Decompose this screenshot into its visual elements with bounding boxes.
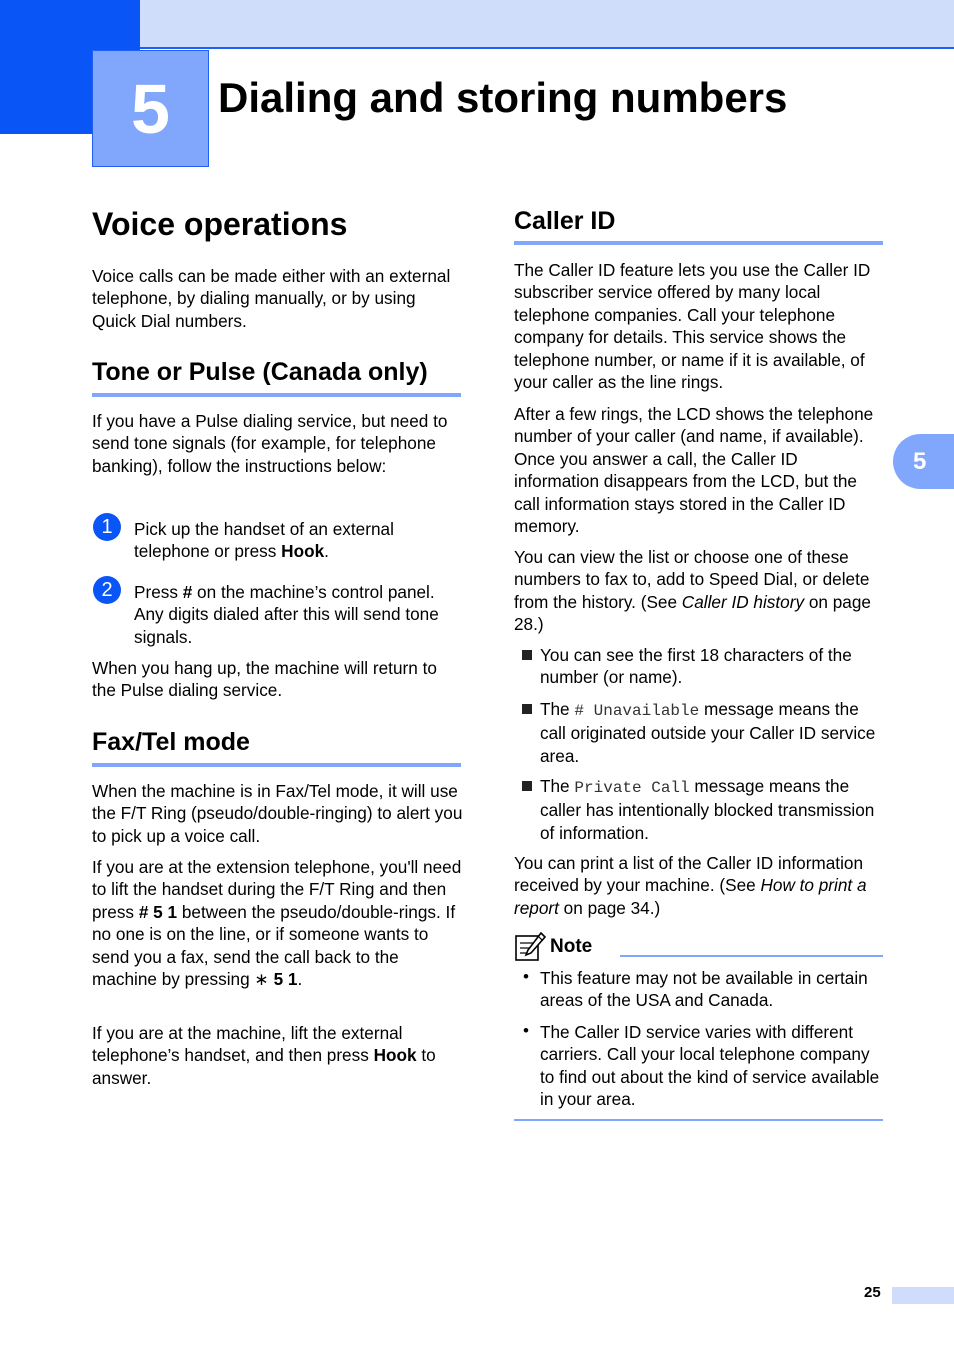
step-2-pre: Press bbox=[134, 582, 183, 602]
fax-tel-p2-keys2: 5 1 bbox=[268, 969, 298, 990]
note-header bbox=[514, 932, 592, 962]
step-1-number: 1 bbox=[101, 515, 113, 538]
chapter-number: 5 bbox=[131, 69, 170, 148]
caller-id-b2-pre: The bbox=[540, 699, 575, 719]
note-item-1: This feature may not be available in certain areas of the USA and Canada. bbox=[540, 968, 868, 1011]
caller-id-b2-post: message means the call originated outside your Caller ID service area. bbox=[540, 699, 876, 766]
header-band bbox=[0, 0, 954, 49]
note-bullet-icon: • bbox=[523, 967, 529, 986]
caller-id-p1: The Caller ID feature lets you use the Caller ID subscriber service offered by many local telephone companies. Call your telephone company for details. This service shows the telephone number, or name if it is available, of your caller as the line rings. bbox=[514, 260, 871, 393]
chapter-number-box bbox=[92, 50, 209, 167]
caller-id-p3-post: on page 28.) bbox=[514, 591, 871, 635]
bullet-square-icon bbox=[522, 650, 532, 660]
fax-tel-p3-post: to answer. bbox=[92, 1045, 436, 1088]
fax-tel-heading: Fax/Tel mode bbox=[92, 728, 250, 756]
chapter-side-tab bbox=[893, 434, 954, 489]
tone-pulse-intro: If you have a Pulse dialing service, but need to send tone signals (for example, for telephone banking), follow the instructions below: bbox=[92, 411, 448, 476]
fax-tel-p3-pre: If you are at the machine, lift the external telephone’s handset, and then press bbox=[92, 1023, 403, 1066]
note-header-rule bbox=[620, 955, 883, 957]
print-report-ref: How to print a report bbox=[514, 875, 867, 918]
step-2-number: 2 bbox=[101, 578, 113, 601]
fax-tel-p3 bbox=[92, 1022, 464, 1089]
page-number: 25 bbox=[864, 1284, 881, 1301]
step-1-pre: Pick up the handset of an external telephone or press bbox=[134, 519, 394, 562]
fax-tel-p2-post: . bbox=[297, 969, 303, 990]
caller-id-p3 bbox=[514, 546, 884, 636]
bullet-square-icon bbox=[522, 704, 532, 714]
step-2-text bbox=[134, 581, 464, 648]
page-footer-tab bbox=[892, 1287, 954, 1304]
caller-id-p2: After a few rings, the LCD shows the telephone number of your caller (and name, if available). Once you answer a call, the Caller ID information disappears from the LCD, but the call information stays stored in the Caller ID memory. bbox=[514, 404, 874, 537]
fax-tel-p2 bbox=[92, 856, 464, 990]
hook-key: Hook bbox=[281, 541, 325, 562]
step-1-text bbox=[134, 518, 464, 563]
caller-id-heading: Caller ID bbox=[514, 207, 616, 235]
note-bullet-icon: • bbox=[523, 1021, 529, 1040]
caller-id-b3-post: message means the caller has intentionally blocked transmission of information. bbox=[540, 776, 875, 843]
hash-key: # bbox=[182, 582, 193, 602]
step-1-post: . bbox=[324, 541, 329, 562]
caller-id-rule bbox=[514, 241, 883, 245]
caller-id-p4 bbox=[514, 852, 884, 919]
fax-tel-rule bbox=[92, 763, 461, 767]
step-2-post: on the machine’s control panel. Any digits dialed after this will send tone signals. bbox=[134, 582, 439, 647]
fax-tel-p2-mid: between the pseudo/double-rings. If no one is on the line, or if someone wants to send you a fax, send the call back to the machine by pressing bbox=[92, 901, 456, 990]
note-label: Note bbox=[550, 936, 593, 957]
fax-tel-p1: When the machine is in Fax/Tel mode, it will use the F/T Ring (pseudo/double-ringing) to alert you to pick up a voice call. bbox=[92, 781, 463, 846]
bullet-square-icon bbox=[522, 781, 532, 791]
fax-tel-hook-key: Hook bbox=[373, 1045, 417, 1066]
unavailable-message: # Unavailable bbox=[574, 702, 700, 720]
side-tab-number: 5 bbox=[913, 447, 927, 475]
note-footer-rule bbox=[514, 1119, 883, 1121]
step-2-icon bbox=[93, 576, 121, 604]
note-item-2: The Caller ID service varies with different carriers. Call your local telephone company to find out about the kind of service available in your area. bbox=[540, 1022, 880, 1110]
caller-id-history-ref: Caller ID history bbox=[681, 591, 805, 612]
pencil-note-icon bbox=[514, 932, 546, 962]
fax-tel-p2-keys1: # 5 1 bbox=[138, 901, 178, 922]
voice-operations-intro: Voice calls can be made either with an external telephone, by dialing manually, or by using Quick Dial numbers. bbox=[92, 266, 451, 331]
caller-id-bullet-1: You can see the first 18 characters of the number (or name). bbox=[540, 645, 852, 688]
tone-pulse-outro: When you hang up, the machine will return to the Pulse dialing service. bbox=[92, 658, 437, 701]
caller-id-p3-pre: You can view the list or choose one of these numbers to fax to, add to Speed Dial, or delete from the history. (See bbox=[514, 547, 870, 612]
tone-pulse-heading: Tone or Pulse (Canada only) bbox=[92, 358, 428, 386]
chapter-title: Dialing and storing numbers bbox=[218, 74, 788, 121]
star-key: ∗ bbox=[254, 969, 269, 990]
voice-operations-heading: Voice operations bbox=[92, 206, 348, 242]
caller-id-p4-pre: You can print a list of the Caller ID information received by your machine. (See bbox=[514, 853, 864, 896]
caller-id-bullet-3 bbox=[540, 775, 884, 844]
step-1-icon bbox=[93, 513, 121, 541]
caller-id-b3-pre: The bbox=[540, 776, 575, 796]
caller-id-bullet-2 bbox=[540, 698, 884, 767]
fax-tel-p2-pre: If you are at the extension telephone, you'll need to lift the handset during the F/T Ring and then press bbox=[92, 857, 462, 922]
private-call-message: Private Call bbox=[574, 779, 690, 797]
tone-pulse-rule bbox=[92, 393, 461, 397]
caller-id-p4-post: on page 34.) bbox=[558, 897, 661, 918]
